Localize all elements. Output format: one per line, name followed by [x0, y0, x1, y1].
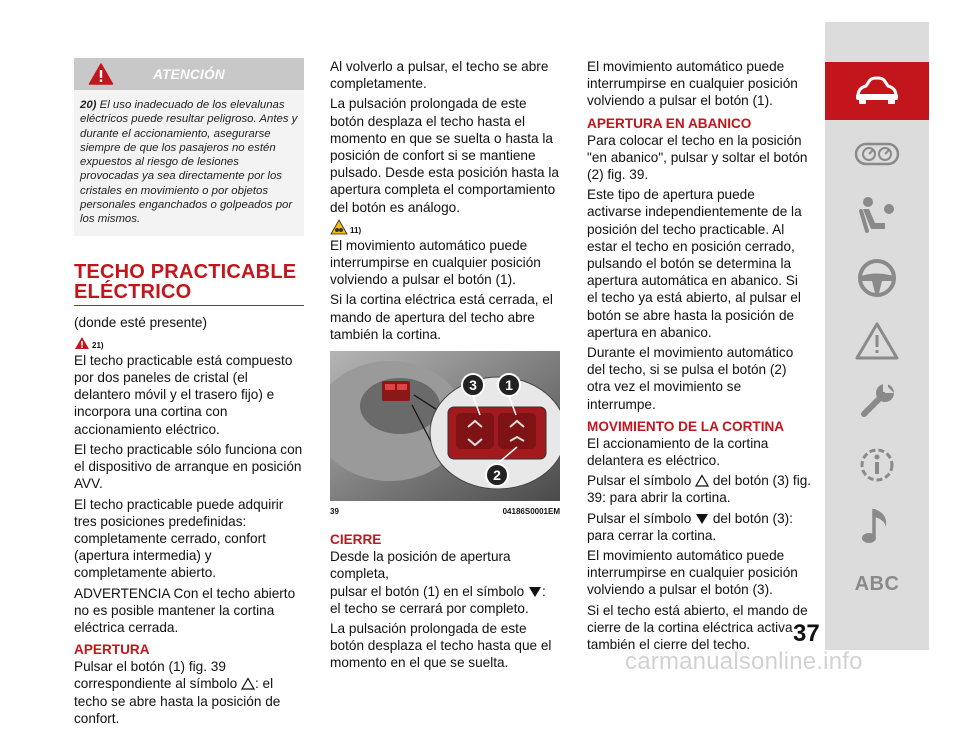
page-number: 37 [793, 620, 820, 647]
watermark: carmanualsonline.info [625, 648, 863, 675]
car-icon [852, 76, 902, 106]
paragraph: Este tipo de apertura puede activarse independientemente de la posición del techo practicable. Al estar el techo en posición cerrado, pulsando el botón se determina la apertura automática en abanico. Si el techo ya está abierto, al pulsar el botón se abre hasta la posición de apertura en abanico. [587, 187, 802, 340]
chapter-sidebar [825, 22, 929, 650]
column-right [587, 58, 812, 656]
note-reference [330, 219, 560, 235]
text-fragment: Pulsar el símbolo [587, 473, 692, 489]
callout-2: 2 [493, 467, 501, 484]
dashboard-icon [854, 141, 900, 167]
column-left [74, 58, 304, 730]
callout-1: 1 [505, 377, 513, 394]
warning-title: ATENCIÓN [153, 67, 225, 82]
cortina-heading: MOVIMIENTO DE LA CORTINA [587, 418, 785, 434]
warning-reference-number: 21) [92, 340, 104, 350]
sidebar-item-technical[interactable] [825, 440, 929, 490]
paragraph [74, 675, 304, 727]
warning-triangle-icon [74, 336, 90, 350]
sidebar-item-index[interactable] [825, 566, 929, 602]
paragraph: ADVERTENCIA Con el techo abierto no es posible mantener la cortina eléctrica cerrada. [74, 585, 296, 635]
warning-triangle-icon [854, 321, 900, 361]
warning-reference [74, 334, 304, 350]
caution-triangle-icon [330, 219, 348, 235]
abanico-heading: APERTURA EN ABANICO [587, 115, 752, 131]
figure-code: 04186S0001EM [502, 507, 560, 517]
text-fragment: : el techo se cerrará por completo. [330, 583, 546, 616]
paragraph [587, 472, 812, 506]
paragraph: El accionamiento de la cortina delantera es eléctrico. [587, 435, 769, 469]
paragraph: El techo practicable puede adquirir tres posiciones predefinidas: completamente cerrado, confort (apertura intermedia) y completamente abierto. [74, 496, 284, 581]
text-fragment: : el techo se abre hasta la posición de confort. [74, 676, 281, 726]
text-fragment: del botón (3) fig. 39: para abrir la cortina. [587, 473, 812, 506]
sidebar-item-driving[interactable] [825, 254, 929, 302]
steering-wheel-icon [856, 257, 898, 299]
column-middle [330, 58, 560, 675]
filled-down-triangle-icon [528, 586, 542, 598]
apertura-heading: APERTURA [74, 642, 150, 658]
wrench-icon [856, 380, 898, 422]
sidebar-item-multimedia[interactable] [825, 502, 929, 550]
sidebar-item-maintenance[interactable] [825, 376, 929, 426]
open-outline-triangle-icon [695, 474, 709, 487]
section-title-line1: TECHO PRACTICABLE [74, 260, 297, 283]
warning-text [74, 90, 304, 236]
paragraph: El movimiento automático puede interrumpirse en cualquier posición volviendo a pulsar el botón (3). [587, 548, 798, 598]
open-outline-triangle-icon [241, 677, 255, 690]
sidebar-item-dashboard[interactable] [825, 134, 929, 174]
paragraph [330, 583, 560, 617]
warning-header [74, 58, 304, 90]
paragraph [587, 510, 812, 544]
warning-number: 20) [80, 99, 97, 111]
text-fragment: pulsar el botón (1) en el símbolo [330, 583, 525, 599]
paragraph: El techo practicable está compuesto por dos paneles de cristal (el delantero móvil y el trasero fijo) e incorpora una cortina con accionamiento eléctrico. [74, 352, 293, 437]
paragraph: La pulsación prolongada de este botón desplaza el techo hasta el momento en que se suelta o hasta la posición de confort si se mantiene pulsado. Desde esta posición hasta la apertura completa el comportamiento del botón es análogo. [330, 96, 559, 215]
section-title [74, 262, 304, 302]
sidebar-item-safety[interactable] [825, 190, 929, 240]
airbag-seat-icon [855, 195, 899, 235]
note-reference-number: 11) [350, 225, 362, 235]
paragraph: Si el techo está abierto, el mando de cierre de la cortina eléctrica activa también el cierre del techo. [587, 602, 808, 653]
music-note-icon [860, 505, 894, 547]
paragraph: Pulsar el botón (1) fig. 39 [74, 659, 226, 675]
sidebar-item-car[interactable] [825, 62, 929, 120]
text-fragment: Pulsar el símbolo [587, 510, 692, 526]
roof-control-photo [330, 351, 560, 501]
paragraph: Durante el movimiento automático del techo, si se pulsa el botón (2) otra vez el movimiento se interrumpe. [587, 345, 794, 412]
paragraph: El movimiento automático puede interrumpirse en cualquier posición volviendo a pulsar el botón (1). [587, 59, 798, 109]
paragraph: La pulsación prolongada de este botón desplaza el techo hasta que el momento en el que se suelta. [330, 621, 552, 671]
filled-down-triangle-icon [695, 513, 709, 525]
figure-39-photo [330, 351, 560, 501]
paragraph: El movimiento automático puede interrumpirse en cualquier posición volviendo a pulsar el botón (1). [330, 237, 541, 288]
info-gear-icon [855, 443, 899, 487]
paragraph: El techo practicable sólo funciona con el dispositivo de arranque en posición AVV. [74, 441, 303, 492]
paragraph: Al volverlo a pulsar, el techo se abre completamente. [330, 59, 549, 92]
paragraph: Desde la posición de apertura completa, [330, 549, 511, 582]
figure-number: 39 [330, 507, 339, 517]
abc-index-label: ABC [854, 572, 900, 595]
paragraph: Para colocar el techo en la posición "en abanico", pulsar y soltar el botón (2) fig. 39. [587, 132, 808, 183]
paragraph: Si la cortina eléctrica está cerrada, el mando de apertura del techo abre también la cortina. [330, 292, 553, 342]
warning-box [74, 58, 304, 236]
section-rule [74, 305, 304, 306]
callout-3: 3 [469, 377, 477, 394]
section-title-line2: ELÉCTRICO [74, 280, 192, 303]
sidebar-item-emergency[interactable] [825, 316, 929, 366]
warning-body: El uso inadecuado de los elevalunas eléctricos puede resultar peligroso. Antes y durante el accionamiento, asegurarse siempre de que los pasajeros no estén expuestos al riesgo de lesiones provocadas ya sea directamente por los cristales en movimiento o por objetos personales enganchados o golpeados por los mismos. [80, 99, 298, 226]
text-fragment: del botón (3): para cerrar la cortina. [587, 510, 793, 543]
availability-note: (donde esté presente) [74, 314, 208, 330]
cierre-heading: CIERRE [330, 532, 382, 548]
text-fragment: correspondiente al símbolo [74, 676, 238, 692]
figure-caption [330, 503, 560, 520]
